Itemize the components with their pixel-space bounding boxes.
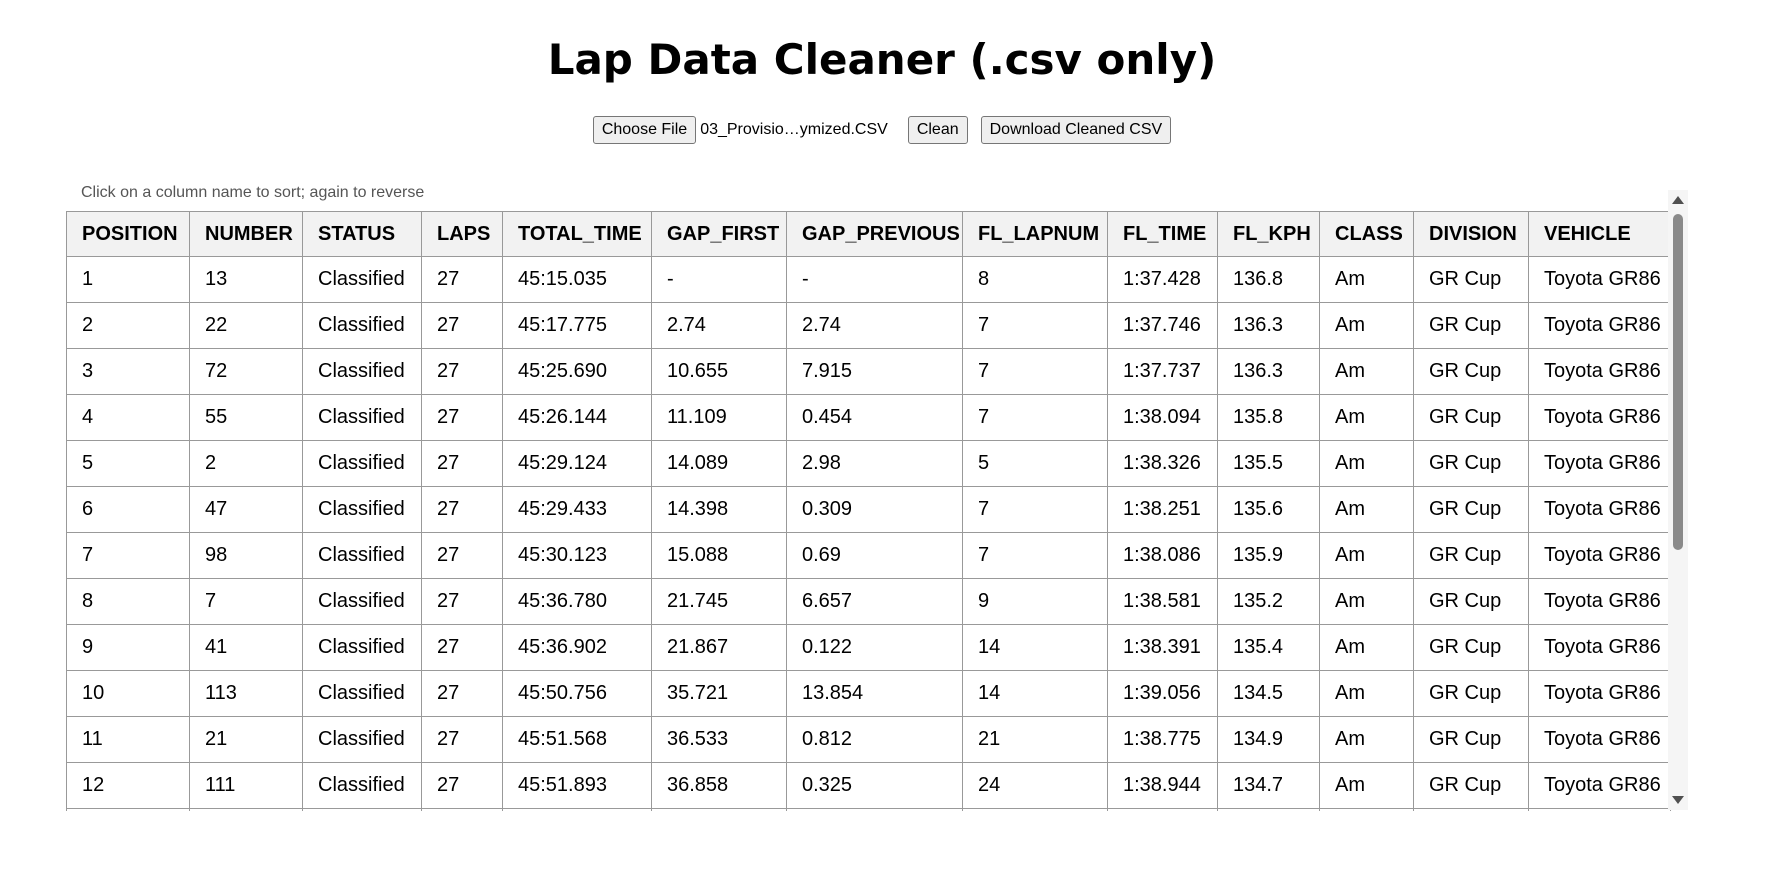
- table-cell: 45:29.433: [503, 487, 652, 533]
- table-cell: Classified: [303, 257, 422, 303]
- sort-hint: Click on a column name to sort; again to reverse: [81, 184, 425, 201]
- table-cell: 35.721: [652, 671, 787, 717]
- table-row: [67, 257, 1671, 303]
- table-row: [67, 763, 1671, 809]
- column-header-fl-time[interactable]: FL_TIME: [1108, 212, 1218, 257]
- table-cell: 14.089: [652, 441, 787, 487]
- table-cell: 27: [422, 349, 503, 395]
- table-cell: Toyota GR86: [1529, 257, 1671, 303]
- table-cell: [787, 809, 963, 812]
- column-header-number[interactable]: NUMBER: [190, 212, 303, 257]
- column-header-division[interactable]: DIVISION: [1414, 212, 1529, 257]
- lap-data-table: [66, 211, 1671, 811]
- table-cell: 45:15.035: [503, 257, 652, 303]
- table-cell: 1: [67, 257, 190, 303]
- table-cell: [67, 809, 190, 812]
- table-row: [67, 579, 1671, 625]
- column-header-status[interactable]: STATUS: [303, 212, 422, 257]
- table-cell: Classified: [303, 717, 422, 763]
- table-cell: [1529, 809, 1671, 812]
- table-cell: GR Cup: [1414, 441, 1529, 487]
- table-cell: Am: [1320, 763, 1414, 809]
- file-controls: [0, 116, 1764, 144]
- table-cell: Am: [1320, 671, 1414, 717]
- table-cell: GR Cup: [1414, 349, 1529, 395]
- table-cell: 36.858: [652, 763, 787, 809]
- table-cell: 72: [190, 349, 303, 395]
- table-cell: 1:38.094: [1108, 395, 1218, 441]
- table-cell: 1:37.737: [1108, 349, 1218, 395]
- page-title: Lap Data Cleaner (.csv only): [547, 35, 1217, 84]
- table-cell: 45:30.123: [503, 533, 652, 579]
- table-row: [67, 441, 1671, 487]
- table-cell: 7: [67, 533, 190, 579]
- table-cell: 135.4: [1218, 625, 1320, 671]
- table-cell: 134.5: [1218, 671, 1320, 717]
- table-cell: 13: [190, 257, 303, 303]
- table-cell: [1320, 809, 1414, 812]
- table-cell: 135.5: [1218, 441, 1320, 487]
- table-cell: 45:51.893: [503, 763, 652, 809]
- table-cell: GR Cup: [1414, 625, 1529, 671]
- selected-file-name: 03_Provisio…ymized.CSV: [700, 121, 888, 138]
- table-cell: 12: [67, 763, 190, 809]
- table-cell: 15.088: [652, 533, 787, 579]
- table-cell: Classified: [303, 395, 422, 441]
- table-cell: GR Cup: [1414, 763, 1529, 809]
- table-cell: Am: [1320, 441, 1414, 487]
- table-cell: 2.74: [652, 303, 787, 349]
- table-cell: 1:37.746: [1108, 303, 1218, 349]
- table-cell: [1218, 809, 1320, 812]
- table-cell: 27: [422, 487, 503, 533]
- scrollbar-thumb[interactable]: [1673, 214, 1683, 550]
- table-cell: 45:29.124: [503, 441, 652, 487]
- table-cell: [652, 809, 787, 812]
- table-cell: GR Cup: [1414, 303, 1529, 349]
- table-cell: 136.3: [1218, 303, 1320, 349]
- table-cell: 14: [963, 625, 1108, 671]
- table-cell: 45:17.775: [503, 303, 652, 349]
- table-cell: 21: [963, 717, 1108, 763]
- table-cell: Toyota GR86: [1529, 349, 1671, 395]
- table-cell: 11.109: [652, 395, 787, 441]
- table-cell: Toyota GR86: [1529, 625, 1671, 671]
- table-cell: 0.812: [787, 717, 963, 763]
- table-cell: 6.657: [787, 579, 963, 625]
- table-cell: 0.454: [787, 395, 963, 441]
- choose-file-button[interactable]: Choose File: [593, 116, 696, 144]
- table-cell: 135.8: [1218, 395, 1320, 441]
- scroll-down-arrow-icon[interactable]: [1672, 796, 1684, 804]
- table-cell: [503, 809, 652, 812]
- table-cell: 1:38.581: [1108, 579, 1218, 625]
- table-cell: 134.7: [1218, 763, 1320, 809]
- table-cell: 1:38.326: [1108, 441, 1218, 487]
- table-cell: Classified: [303, 625, 422, 671]
- table-row: [67, 625, 1671, 671]
- table-cell: GR Cup: [1414, 395, 1529, 441]
- column-header-class[interactable]: CLASS: [1320, 212, 1414, 257]
- table-cell: 14.398: [652, 487, 787, 533]
- table-cell: 0.309: [787, 487, 963, 533]
- table-cell: Am: [1320, 487, 1414, 533]
- table-cell: 9: [963, 579, 1108, 625]
- table-cell: Am: [1320, 625, 1414, 671]
- table-cell: Toyota GR86: [1529, 763, 1671, 809]
- table-cell: Classified: [303, 303, 422, 349]
- table-cell: 27: [422, 671, 503, 717]
- table-cell: 4: [67, 395, 190, 441]
- table-cell: 45:36.780: [503, 579, 652, 625]
- table-cell: 5: [67, 441, 190, 487]
- table-cell: Classified: [303, 579, 422, 625]
- table-row: [67, 303, 1671, 349]
- table-cell: 3: [67, 349, 190, 395]
- table-cell: Toyota GR86: [1529, 303, 1671, 349]
- table-cell: 27: [422, 395, 503, 441]
- clean-button[interactable]: Clean: [908, 116, 968, 144]
- table-cell: 14: [963, 671, 1108, 717]
- table-cell: 13.854: [787, 671, 963, 717]
- column-header-laps[interactable]: LAPS: [422, 212, 503, 257]
- table-cell: 134.9: [1218, 717, 1320, 763]
- column-header-position[interactable]: POSITION: [67, 212, 190, 257]
- table-cell: Classified: [303, 441, 422, 487]
- table-body: [67, 257, 1671, 812]
- table-scrollbar[interactable]: [1668, 190, 1688, 810]
- table-cell: Classified: [303, 349, 422, 395]
- table-cell: 8: [963, 257, 1108, 303]
- table-cell: [422, 809, 503, 812]
- table-cell: 135.6: [1218, 487, 1320, 533]
- table-row: [67, 395, 1671, 441]
- table-cell: 0.69: [787, 533, 963, 579]
- table-cell: Toyota GR86: [1529, 487, 1671, 533]
- column-header-gap-previous[interactable]: GAP_PREVIOUS: [787, 212, 963, 257]
- table-cell: 7: [963, 349, 1108, 395]
- table-cell: 27: [422, 441, 503, 487]
- table-cell: 8: [67, 579, 190, 625]
- table-cell: Am: [1320, 533, 1414, 579]
- table-row: [67, 487, 1671, 533]
- table-cell: [1108, 809, 1218, 812]
- results-table-container[interactable]: [66, 211, 1682, 811]
- table-cell: 27: [422, 257, 503, 303]
- table-cell: 27: [422, 303, 503, 349]
- table-cell: 1:38.944: [1108, 763, 1218, 809]
- table-cell: 7: [963, 533, 1108, 579]
- table-cell: Am: [1320, 395, 1414, 441]
- table-cell: 113: [190, 671, 303, 717]
- table-cell: 135.2: [1218, 579, 1320, 625]
- table-cell: Am: [1320, 349, 1414, 395]
- table-cell: 1:38.391: [1108, 625, 1218, 671]
- table-cell: -: [787, 257, 963, 303]
- table-cell: -: [652, 257, 787, 303]
- table-cell: GR Cup: [1414, 257, 1529, 303]
- table-cell: 1:38.086: [1108, 533, 1218, 579]
- table-cell: GR Cup: [1414, 671, 1529, 717]
- table-row: [67, 671, 1671, 717]
- table-cell: 7.915: [787, 349, 963, 395]
- table-cell: Am: [1320, 717, 1414, 763]
- table-cell: 36.533: [652, 717, 787, 763]
- table-cell: 10: [67, 671, 190, 717]
- table-cell: Classified: [303, 487, 422, 533]
- table-cell: 2: [190, 441, 303, 487]
- table-cell: 11: [67, 717, 190, 763]
- table-cell: 27: [422, 625, 503, 671]
- table-cell: 1:38.251: [1108, 487, 1218, 533]
- table-cell: 5: [963, 441, 1108, 487]
- table-cell: 135.9: [1218, 533, 1320, 579]
- table-header-row: [67, 212, 1671, 257]
- table-cell: 0.325: [787, 763, 963, 809]
- table-cell: GR Cup: [1414, 579, 1529, 625]
- table-cell: 7: [190, 579, 303, 625]
- table-cell: 2.98: [787, 441, 963, 487]
- table-cell: Toyota GR86: [1529, 671, 1671, 717]
- table-cell: Classified: [303, 533, 422, 579]
- scroll-up-arrow-icon[interactable]: [1672, 196, 1684, 204]
- table-cell: Toyota GR86: [1529, 533, 1671, 579]
- table-cell: 1:38.775: [1108, 717, 1218, 763]
- table-cell: Toyota GR86: [1529, 395, 1671, 441]
- table-cell: 45:26.144: [503, 395, 652, 441]
- table-cell: 55: [190, 395, 303, 441]
- table-cell: 45:51.568: [503, 717, 652, 763]
- table-cell: 7: [963, 487, 1108, 533]
- table-cell: 136.3: [1218, 349, 1320, 395]
- table-cell: 111: [190, 763, 303, 809]
- table-cell: 21: [190, 717, 303, 763]
- table-cell: 22: [190, 303, 303, 349]
- table-cell: 1:39.056: [1108, 671, 1218, 717]
- table-cell: 24: [963, 763, 1108, 809]
- table-cell: Toyota GR86: [1529, 441, 1671, 487]
- table-cell: 45:36.902: [503, 625, 652, 671]
- table-cell: GR Cup: [1414, 533, 1529, 579]
- table-cell: [190, 809, 303, 812]
- table-cell: 27: [422, 533, 503, 579]
- table-cell: Classified: [303, 763, 422, 809]
- column-header-total-time[interactable]: TOTAL_TIME: [503, 212, 652, 257]
- table-cell: Am: [1320, 303, 1414, 349]
- table-cell: 21.745: [652, 579, 787, 625]
- table-cell: 136.8: [1218, 257, 1320, 303]
- table-cell: [303, 809, 422, 812]
- column-header-fl-kph[interactable]: FL_KPH: [1218, 212, 1320, 257]
- table-cell: 21.867: [652, 625, 787, 671]
- table-cell: 45:50.756: [503, 671, 652, 717]
- table-cell: 7: [963, 395, 1108, 441]
- table-cell: 27: [422, 579, 503, 625]
- column-header-vehicle[interactable]: VEHICLE: [1529, 212, 1671, 257]
- table-row: [67, 349, 1671, 395]
- table-cell: 27: [422, 717, 503, 763]
- table-cell: Toyota GR86: [1529, 717, 1671, 763]
- table-cell: Toyota GR86: [1529, 579, 1671, 625]
- table-cell: 2: [67, 303, 190, 349]
- table-cell: GR Cup: [1414, 487, 1529, 533]
- column-header-fl-lapnum[interactable]: FL_LAPNUM: [963, 212, 1108, 257]
- table-cell: Am: [1320, 257, 1414, 303]
- table-row: [67, 533, 1671, 579]
- table-cell: 6: [67, 487, 190, 533]
- table-cell: 2.74: [787, 303, 963, 349]
- table-cell: 9: [67, 625, 190, 671]
- table-cell: 1:37.428: [1108, 257, 1218, 303]
- table-cell: Am: [1320, 579, 1414, 625]
- table-cell: 45:25.690: [503, 349, 652, 395]
- table-cell: 47: [190, 487, 303, 533]
- table-cell: [963, 809, 1108, 812]
- table-cell: 27: [422, 763, 503, 809]
- table-cell: GR Cup: [1414, 717, 1529, 763]
- download-cleaned-csv-button[interactable]: Download Cleaned CSV: [981, 116, 1172, 144]
- column-header-gap-first[interactable]: GAP_FIRST: [652, 212, 787, 257]
- table-cell: 98: [190, 533, 303, 579]
- table-row: [67, 717, 1671, 763]
- table-cell: 41: [190, 625, 303, 671]
- table-cell: Classified: [303, 671, 422, 717]
- table-row: [67, 809, 1671, 812]
- table-cell: 10.655: [652, 349, 787, 395]
- table-cell: [1414, 809, 1529, 812]
- table-cell: 0.122: [787, 625, 963, 671]
- table-cell: 7: [963, 303, 1108, 349]
